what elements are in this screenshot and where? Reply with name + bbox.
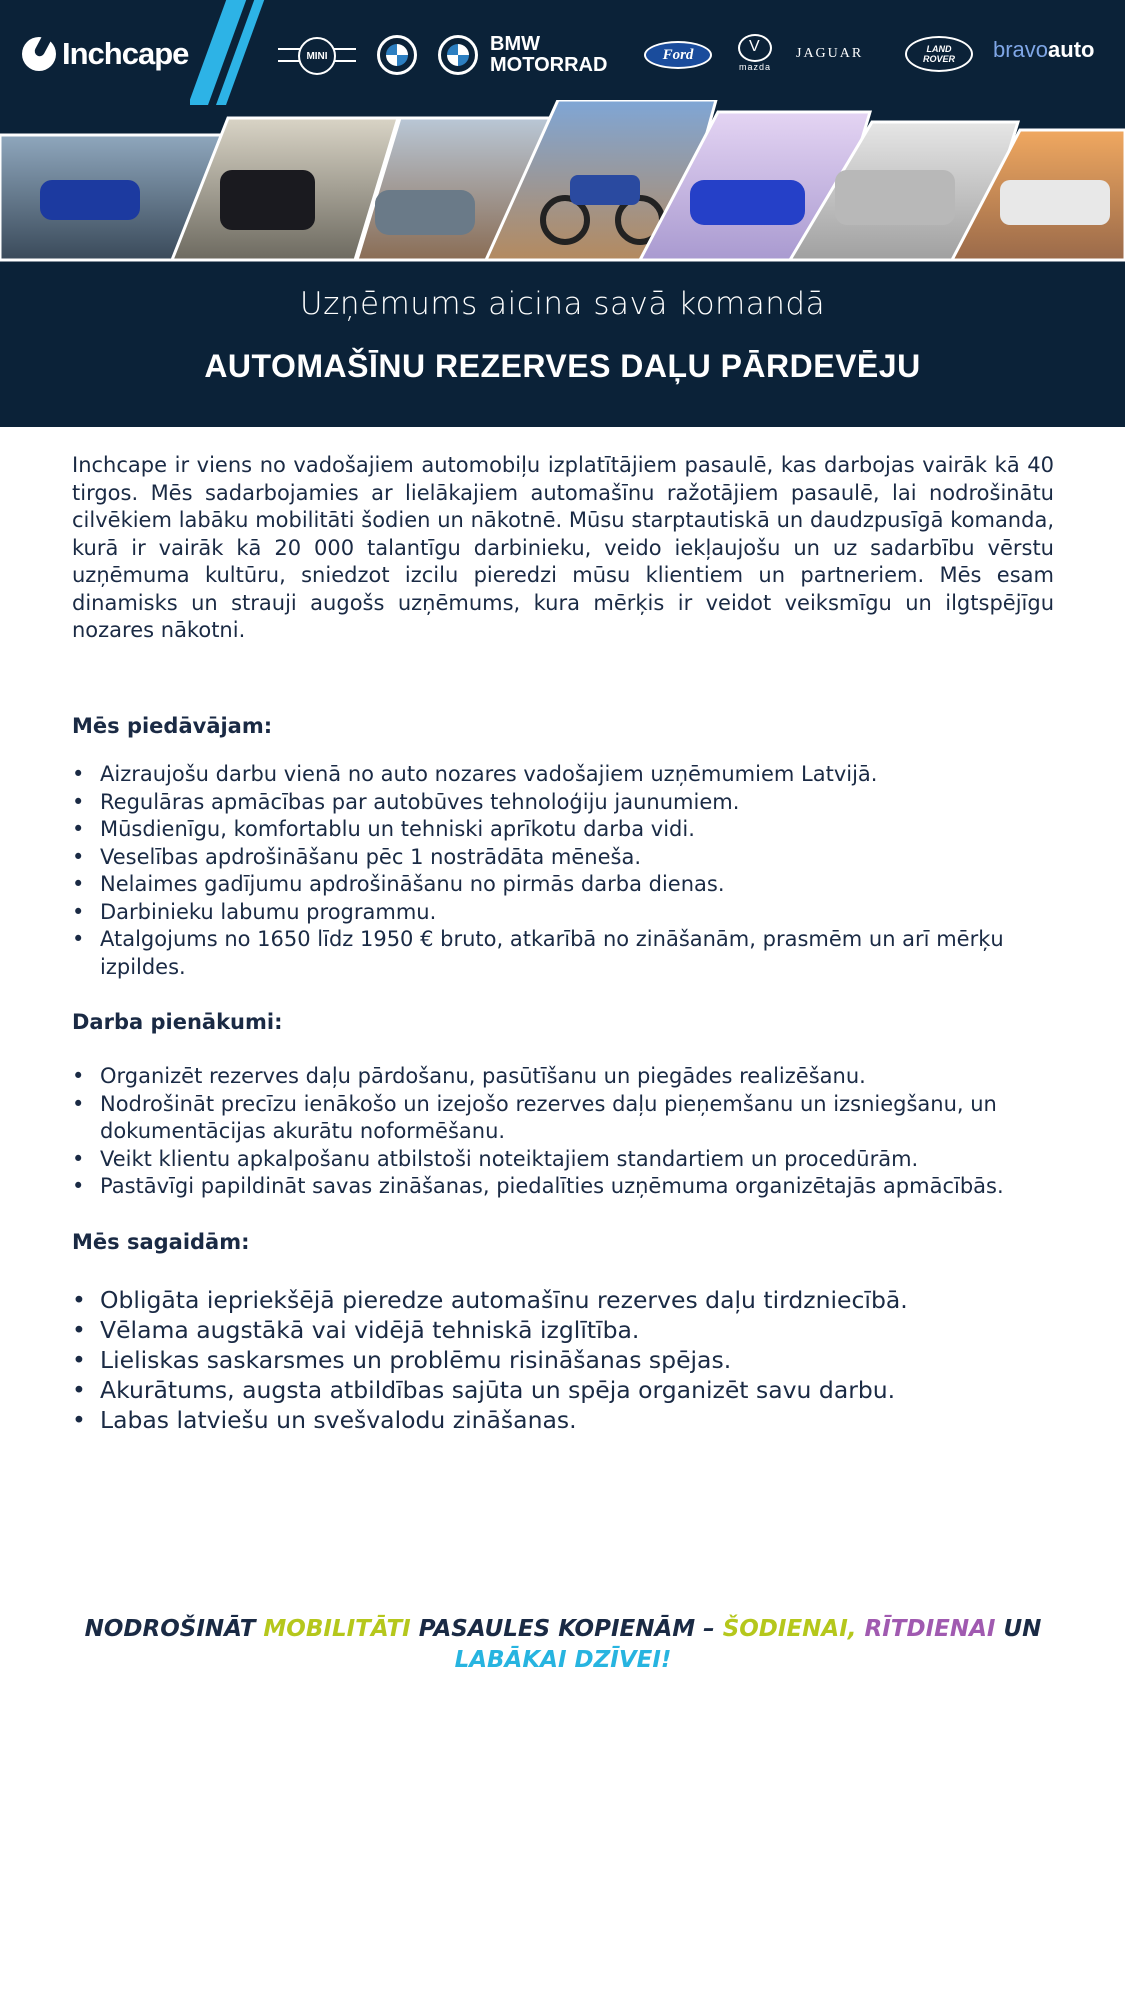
bmw-logo-icon xyxy=(377,35,417,75)
diagonal-stripes-decoration xyxy=(190,0,290,105)
list-item: • Aizraujošu darbu vienā no auto nozares vadošajiem uzņēmumiem Latvijā. xyxy=(72,761,1054,789)
list-item: • Organizēt rezerves daļu pārdošanu, pasūtīšanu un piegādes realizēšanu. xyxy=(72,1063,1054,1091)
brand-logo-bar xyxy=(0,0,1125,110)
list-item: • Akurātums, augsta atbildības sajūta un spēja organizēt savu darbu. xyxy=(72,1375,1054,1405)
motorrad-line1: BMW xyxy=(490,33,540,55)
list-item: • Lieliskas saskarsmes un problēmu risināšanas spējas. xyxy=(72,1345,1054,1375)
mazda-mark-icon xyxy=(738,34,772,62)
list-item: • Atalgojums no 1650 līdz 1950 € bruto, atkarībā no zināšanām, prasmēm un arī mērķu izpildes. xyxy=(72,926,1054,981)
requirements-list xyxy=(72,1285,1054,1435)
inchcape-logo xyxy=(22,36,188,72)
offer-heading: Mēs piedāvājam: xyxy=(72,714,273,738)
list-item: • Veikt klientu apkalpošanu atbilstoši noteiktajiem standartiem un procedūrām. xyxy=(72,1146,1054,1174)
car-photo-strip xyxy=(0,100,1125,270)
duties-list xyxy=(72,1063,1054,1201)
inchcape-mark-icon xyxy=(22,37,56,71)
slogan-part1: NODROŠINĀT xyxy=(84,1616,264,1642)
slogan-part6: UN xyxy=(995,1616,1042,1642)
mini-logo-text: MINI xyxy=(298,37,336,75)
bravoauto-part1: bravo xyxy=(993,37,1049,62)
list-item: • Nodrošināt precīzu ienākošo un izejošo rezerves daļu pieņemšanu un izsniegšanu, un dokumentācijas akurātu noformēšanu. xyxy=(72,1091,1054,1146)
motorrad-line2: MOTORRAD xyxy=(490,54,608,76)
mini-logo xyxy=(278,36,356,76)
bmw-motorrad-roundel-icon xyxy=(438,35,478,75)
mazda-logo xyxy=(732,34,778,78)
company-intro-paragraph: Inchcape ir viens no vadošajiem automobiļu izplatītājiem pasaulē, kas darbojas vairāk kā 40 tirgos. Mēs sadarbojamies ar lielākajiem automašīnu ražotājiem pasaulē, lai nodrošinātu cilvēkiem labāku mobilitāti šodien un nākotnē. Mūsu starptautiskā un daudzpusīgā komanda, kurā ir vairāk kā 20 000 talantīgu darbinieku, veido iekļaujošu un uz sadarbību vērstu uzņēmuma kultūru, sniedzot izcilu pieredzi mūsu klientiem un partneriem. Mēs esam dinamisks un strauji augošs uzņēmums, kura mērķis ir veidot veiksmīgu un ilgtspējīgu nozares nākotni. xyxy=(72,453,1054,642)
hero-subtitle: Uzņēmums aicina savā komandā xyxy=(299,286,826,322)
slogan-part5: RĪTDIENAI xyxy=(856,1616,996,1642)
list-item: • Mūsdienīgu, komfortablu un tehniski aprīkotu darba vidi. xyxy=(72,816,1054,844)
list-item: • Pastāvīgi papildināt savas zināšanas, piedalīties uzņēmuma organizētajās apmācībās. xyxy=(72,1173,1054,1201)
requirements-heading: Mēs sagaidām: xyxy=(72,1230,250,1254)
duties-heading: Darba pienākumi: xyxy=(72,1010,283,1034)
slogan-part7: LABĀKAI DZĪVEI! xyxy=(454,1647,672,1673)
inchcape-logo-text: Inchcape xyxy=(62,36,189,71)
bmw-motorrad-logo xyxy=(490,34,607,76)
offer-list xyxy=(72,761,1054,981)
bravoauto-part2: auto xyxy=(1048,37,1095,62)
list-item: • Labas latviešu un svešvalodu zināšanas. xyxy=(72,1405,1054,1435)
list-item: • Nelaimes gadījumu apdrošināšanu no pirmās darba dienas. xyxy=(72,871,1054,899)
list-item: • Darbinieku labumu programmu. xyxy=(72,899,1054,927)
list-item: • Vēlama augstākā vai vidējā tehniskā izglītība. xyxy=(72,1315,1054,1345)
list-item: • Veselības apdrošināšanu pēc 1 nostrādāta mēneša. xyxy=(72,844,1054,872)
slogan-part2: MOBILITĀTI xyxy=(263,1616,411,1642)
ford-logo: Ford xyxy=(644,41,712,69)
land-rover-line1: LAND xyxy=(926,44,952,54)
company-slogan xyxy=(72,1614,1054,1676)
hero-banner xyxy=(0,0,1125,427)
job-title: AUTOMAŠĪNU REZERVES DAĻU PĀRDEVĒJU xyxy=(204,348,921,384)
land-rover-logo xyxy=(905,36,973,72)
slogan-part4: ŠODIENAI, xyxy=(722,1616,857,1642)
slogan-part3: PASAULES KOPIENĀM – xyxy=(410,1616,723,1642)
land-rover-line2: ROVER xyxy=(922,54,955,64)
mazda-logo-text: mazda xyxy=(738,62,771,72)
jaguar-logo: JAGUAR xyxy=(796,46,864,61)
list-item: • Obligāta iepriekšējā pieredze automašīnu rezerves daļu tirdzniecībā. xyxy=(72,1285,1054,1315)
list-item: • Regulāras apmācības par autobūves tehnoloģiju jaunumiem. xyxy=(72,789,1054,817)
bravoauto-logo xyxy=(993,37,1095,63)
